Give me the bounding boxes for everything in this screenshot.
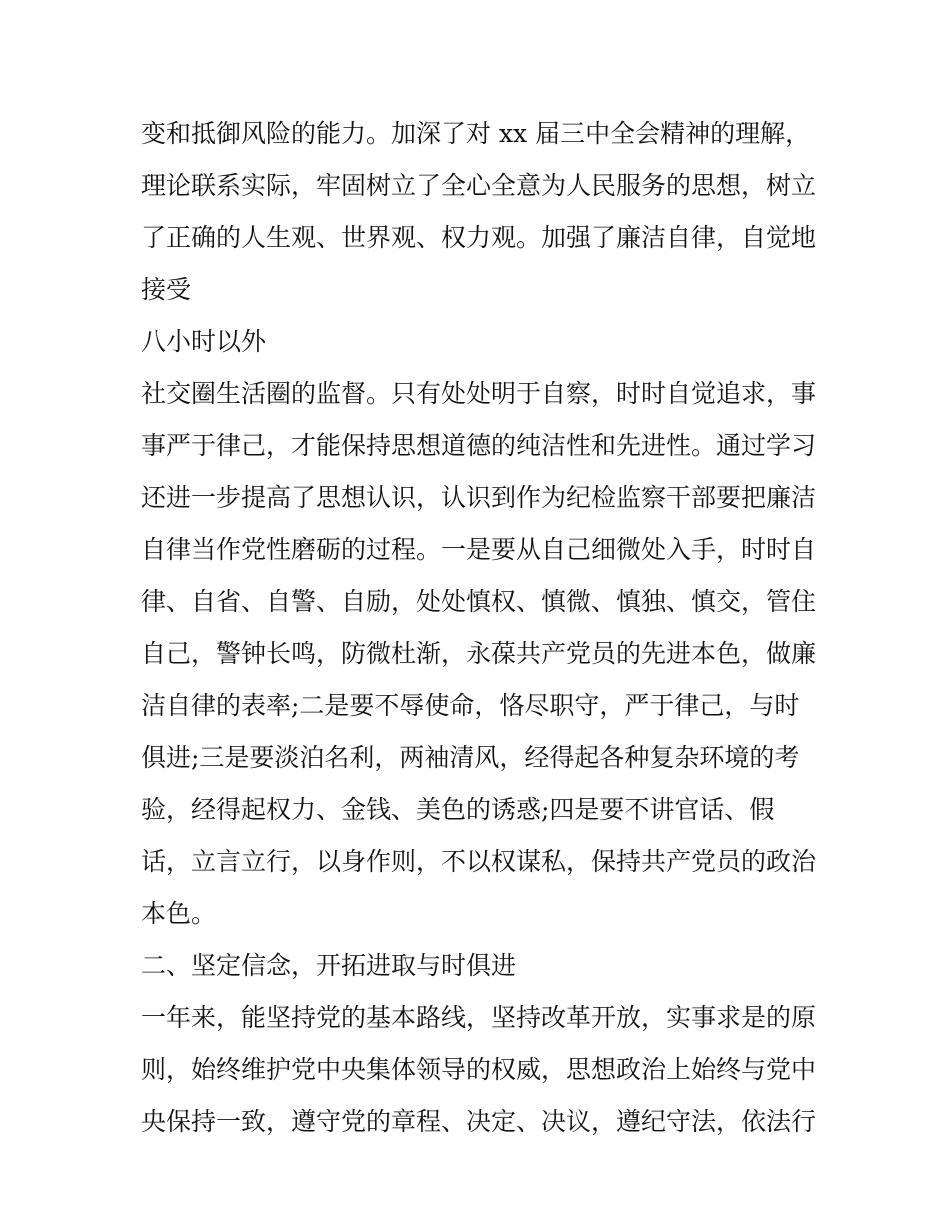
text-line-20: 央保持一致，遵守党的章程、决定、决议，遵纪守法，依法行 (141, 1107, 817, 1136)
text-line-7: 事严于律己，才能保持思想道德的纯洁性和先进性。通过学习 (141, 431, 817, 460)
text-line-4: 接受 (141, 275, 192, 304)
text-line-19: 则，始终维护党中央集体领导的权威，思想政治上始终与党中 (141, 1055, 817, 1084)
text-line-8: 还进一步提高了思想认识，认识到作为纪检监察干部要把廉洁 (141, 483, 817, 512)
section-heading: 二、坚定信念，开拓进取与时俱进 (141, 951, 517, 980)
text-line-11: 自己，警钟长鸣，防微杜渐，永葆共产党员的先进本色，做廉 (141, 639, 817, 668)
text-line-9: 自律当作党性磨砺的过程。一是要从自己细微处入手，时时自 (141, 535, 817, 564)
text-line-5: 八小时以外 (141, 327, 267, 356)
text-line-6: 社交圈生活圈的监督。只有处处明于自察，时时自觉追求，事 (141, 379, 817, 408)
text-line-13: 俱进;三是要淡泊名利，两袖清风，经得起各种复杂环境的考 (141, 743, 800, 772)
text-line-16: 本色。 (141, 899, 217, 928)
text-line-1: 变和抵御风险的能力。加深了对 xx 届三中全会精神的理解， (141, 119, 811, 148)
text-line-3: 了正确的人生观、世界观、权力观。加强了廉洁自律，自觉地 (141, 223, 817, 252)
text-line-18: 一年来，能坚持党的基本路线，坚持改革开放，实事求是的原 (141, 1003, 817, 1032)
document-body (141, 108, 821, 1148)
text-line-2: 理论联系实际，牢固树立了全心全意为人民服务的思想，树立 (141, 171, 817, 200)
text-line-15: 话，立言立行，以身作则，不以权谋私，保持共产党员的政治 (141, 847, 817, 876)
text-line-12: 洁自律的表率;二是要不辱使命，恪尽职守，严于律己，与时 (141, 691, 800, 720)
text-line-14: 验，经得起权力、金钱、美色的诱惑;四是要不讲官话、假 (141, 795, 775, 824)
text-line-10: 律、自省、自警、自励，处处慎权、慎微、慎独、慎交，管住 (141, 587, 817, 616)
